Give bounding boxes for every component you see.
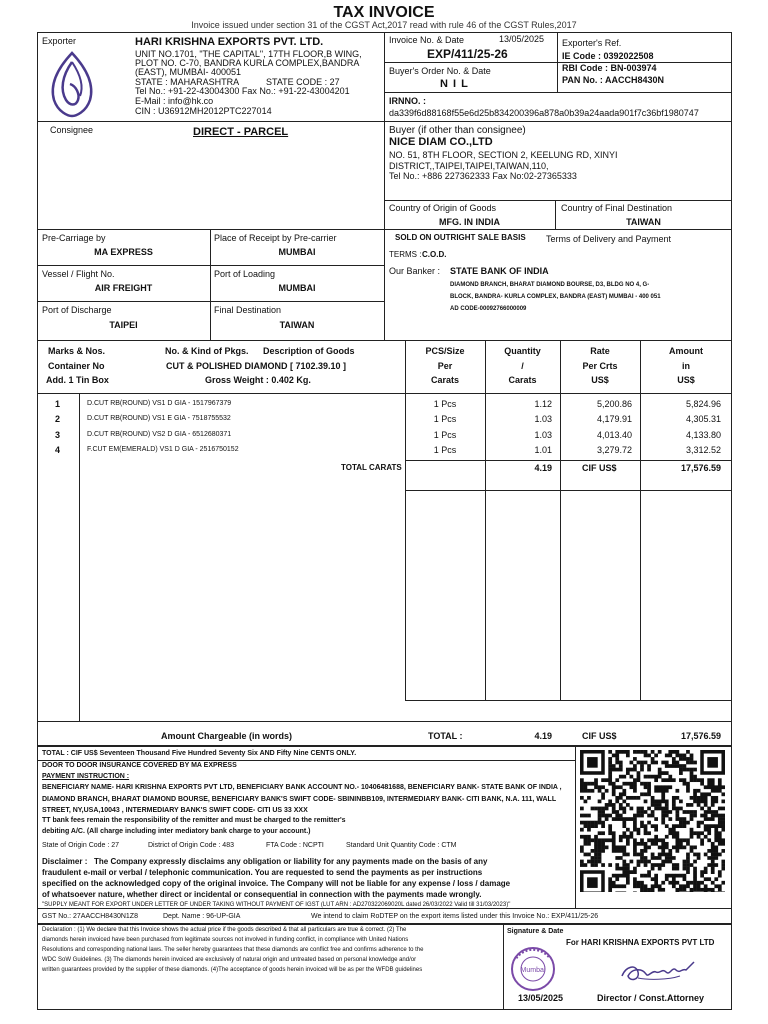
col-qty-unit: Carats	[508, 375, 537, 385]
for-company: For HARI KRISHNA EXPORTS PVT LTD	[566, 938, 715, 947]
total-carats-label: TOTAL CARATS	[341, 463, 402, 472]
col-pcs-header: PCS/Size	[425, 346, 465, 356]
item-rate: 4,179.91	[596, 414, 632, 424]
tt-note-1: TT bank fees remain the responsibility of the remitter and must be charged to the remitter's	[42, 817, 346, 824]
declaration-line-1: Declaration : (1) We declare that this Invoice shows the actual price if the goods described & that all particulars are true & correct. (2) The	[42, 927, 407, 933]
exporters-ref-label: Exporter's Ref.	[562, 38, 622, 48]
buyers-order-value: N I L	[440, 78, 469, 90]
cif-label: CIF US$	[582, 463, 617, 473]
item-description: D.CUT RB(ROUND) VS2 D GIA - 6512680371	[87, 431, 232, 438]
col-marks-header: Marks & Nos.	[48, 346, 106, 356]
col-amount-sub: in	[682, 361, 690, 371]
item-number: 4	[55, 445, 61, 455]
item-pcs: 1 Pcs	[433, 430, 457, 440]
grand-total-carats: 4.19	[534, 731, 552, 741]
disclaimer-line-2: fraudulent e-mail or verbal / telephonic communication. You are requested to send the payments as per instructions	[42, 868, 483, 877]
insurance-note: DOOR TO DOOR INSURANCE COVERED BY MA EXPRESS	[42, 762, 237, 769]
district-origin-code: District of Origin Code : 483	[148, 842, 234, 849]
col-pcs-sub: Per	[437, 361, 453, 371]
declaration-line-2: diamonds herein invoiced have been purchased from legitimate sources not involved in funding conflict, in compliance with United Nations	[42, 937, 409, 943]
payment-line-1: BENEFICIARY NAME- HARI KRISHNA EXPORTS PVT LTD, BENEFICIARY BANK ACCOUNT NO.- 10406481688, BENEFICIARY BANK- STATE BANK OF INDIA ,	[42, 784, 562, 791]
col-qty-sub: /	[521, 361, 524, 371]
item-amount: 3,312.52	[685, 445, 721, 455]
gst-number: GST No.: 27AACCH8430N1Z8	[42, 913, 138, 920]
buyer-name: NICE DIAM CO.,LTD	[389, 136, 493, 148]
exporter-address-1: UNIT NO.1701, "THE CAPITAL", 17TH FLOOR,B WING,	[135, 49, 362, 59]
company-logo-icon	[46, 50, 98, 118]
total-carats-value: 4.19	[534, 463, 552, 473]
rbi-code: RBI Code : BN-003974	[562, 63, 657, 73]
payment-instruction-label: PAYMENT INSTRUCTION :	[42, 773, 130, 780]
irn-label: IRNNO. :	[389, 96, 426, 106]
disclaimer-line-4: of whatsoever nature, whether direct or incidental or consequential in connection with the payments made wrongly.	[42, 890, 482, 899]
total-in-words: TOTAL : CIF US$ Seventeen Thousand Five Hundred Seventy Six AND Fifty Nine CENTS ONLY.	[42, 750, 357, 757]
payment-line-2: DIAMOND BRANCH, BHARAT DIAMOND BOURSE, BENEFICIARY BANK'S SWIFT CODE- SBININBB109, INTERMEDIARY BANK- CITI BANK, N.A. 111, WALL	[42, 796, 557, 803]
item-rate: 4,013.40	[596, 430, 632, 440]
signature-icon	[618, 958, 698, 988]
goods-description: CUT & POLISHED DIAMOND [ 7102.39.10 ]	[166, 361, 347, 371]
loading-value: MUMBAI	[278, 283, 316, 293]
signature-label: Signature & Date	[507, 928, 564, 935]
total-label: TOTAL :	[428, 731, 463, 741]
exporter-state-code: STATE CODE : 27	[266, 77, 340, 87]
disclaimer-line-1: The Company expressly disclaims any obligation or liability for any payments made on the basis of any	[94, 857, 488, 866]
exporter-cin: CIN : U36912MH2012PTC227014	[135, 106, 272, 116]
exporter-address-2: PLOT NO. C-70, BANDRA KURLA COMPLEX,BANDRA	[135, 58, 360, 68]
exporter-tel: Tel No.: +91-22-43004300 Fax No.: +91-22-43004201	[135, 86, 350, 96]
state-origin-code: State of Origin Code : 27	[42, 842, 120, 849]
item-amount: 4,305.31	[685, 414, 721, 424]
col-kind-header: No. & Kind of Pkgs.	[165, 346, 249, 356]
col-amount-unit: US$	[677, 375, 695, 385]
qr-code-icon	[580, 750, 725, 892]
exporter-name: HARI KRISHNA EXPORTS PVT. LTD.	[135, 36, 324, 48]
col-rate-header: Rate	[590, 346, 610, 356]
lut-note: "SUPPLY MEANT FOR EXPORT UNDER LETTER OF UNDER TAKING WITHOUT PAYMENT OF IGST (LUT ARN : AD270322069020L dated 26/03/2022 Valid till 31/03/2023)"	[42, 902, 511, 908]
item-pcs: 1 Pcs	[433, 445, 457, 455]
exporter-label: Exporter	[42, 36, 77, 46]
item-qty: 1.03	[534, 430, 552, 440]
col-container-header: Container No	[48, 361, 105, 371]
buyer-tel: Tel No.: +886 227362333 Fax No:02-27365333	[389, 171, 577, 181]
sale-basis: SOLD ON OUTRIGHT SALE BASIS	[395, 233, 526, 242]
exporter-state: STATE : MAHARASHTRA	[135, 77, 240, 87]
grand-cif-label: CIF US$	[582, 731, 617, 741]
final-destination-value: TAIWAN	[279, 320, 315, 330]
pan-number: PAN No. : AACCH8430N	[562, 75, 665, 85]
loading-label: Port of Loading	[214, 269, 276, 279]
origin-value: MFG. IN INDIA	[439, 217, 500, 227]
item-description: D.CUT RB(ROUND) VS1 E GIA - 7518755532	[87, 415, 231, 422]
stamp-text: Mumbai	[520, 967, 546, 974]
discharge-label: Port of Discharge	[42, 305, 112, 315]
buyer-label: Buyer (if other than consignee)	[389, 125, 526, 136]
buyers-order-label: Buyer's Order No. & Date	[389, 66, 491, 76]
invoice-no-label: Invoice No. & Date	[389, 35, 465, 45]
final-destination-label: Final Destination	[214, 305, 282, 315]
grand-cif-value: 17,576.59	[680, 731, 721, 741]
terms-label: TERMS :	[389, 250, 422, 259]
bank-address-1: DIAMOND BRANCH, BHARAT DIAMOND BOURSE, D3, BLDG NO 4, G-	[450, 282, 650, 288]
item-amount: 5,824.96	[685, 399, 721, 409]
signatory-title: Director / Const.Attorney	[597, 993, 705, 1003]
gross-weight: Gross Weight : 0.402 Kg.	[205, 375, 311, 385]
destination-label: Country of Final Destination	[561, 203, 673, 213]
item-number: 1	[55, 399, 61, 409]
buyer-address-1: NO. 51, 8TH FLOOR, SECTION 2, KEELUNG RD, XINYI	[389, 150, 618, 160]
item-pcs: 1 Pcs	[433, 399, 457, 409]
ie-code: IE Code : 0392022508	[562, 51, 654, 61]
irn-value: da339f6d88168f55e6d25b834200396a878a0b39a24aada901f7c36bf1980747	[389, 108, 699, 118]
col-amount-header: Amount	[669, 346, 703, 356]
receipt-label: Place of Receipt by Pre-carrier	[214, 233, 337, 243]
col-rate-sub: Per Crts	[582, 361, 618, 371]
consignee-value: DIRECT - PARCEL	[193, 126, 289, 138]
invoice-date: 13/05/2025	[499, 34, 545, 44]
company-stamp-icon	[506, 946, 560, 992]
col-rate-unit: US$	[591, 375, 609, 385]
payment-line-3: STREET, NY,USA,10043 , INTERMEDIARY BANK'S SWIFT CODE- CITI US 33 XXX	[42, 807, 308, 814]
banker-label: Our Banker :	[389, 266, 441, 276]
origin-label: Country of Origin of Goods	[389, 203, 497, 213]
invoice-title: TAX INVOICE	[333, 4, 435, 21]
vessel-value: AIR FREIGHT	[94, 283, 153, 293]
bank-address-2: BLOCK, BANDRA- KURLA COMPLEX, BANDRA (EAST) MUMBAI - 400 051	[450, 294, 661, 300]
discharge-value: TAIPEI	[109, 320, 138, 330]
rodtep-note: We intend to claim RoDTEP on the export items listed under this Invoice No.: EXP/411/25-26	[311, 913, 599, 920]
cif-value: 17,576.59	[680, 463, 721, 473]
bank-name: STATE BANK OF INDIA	[450, 266, 549, 276]
item-rate: 3,279.72	[596, 445, 632, 455]
declaration-line-3: Resolutions and corresponding national laws. The seller hereby guarantees that these diamonds are conflict free and confirms adherence to the	[42, 947, 424, 953]
col-desc-header: Description of Goods	[263, 346, 355, 356]
item-qty: 1.01	[534, 445, 552, 455]
declaration-line-5: written guarantees provided by the supplier of these diamonds. (4)The acceptance of goods herein invoiced will be as per the WFDB guidelines	[42, 967, 423, 973]
exporter-email: E-Mail : info@hk.co	[135, 96, 214, 106]
disclaimer-label: Disclaimer :	[42, 857, 88, 866]
precarriage-value: MA EXPRESS	[94, 247, 153, 257]
signature-date: 13/05/2025	[518, 993, 564, 1003]
dept-name: Dept. Name : 96-UP-GIA	[163, 913, 241, 920]
col-pcs-unit: Carats	[430, 375, 459, 385]
item-rate: 5,200.86	[596, 399, 632, 409]
buyer-address-2: DISTRICT,,TAIPEI,TAIPEI,TAIWAN,110,	[389, 161, 549, 171]
col-qty-header: Quantity	[504, 346, 541, 356]
item-number: 3	[55, 430, 61, 440]
item-amount: 4,133.80	[685, 430, 721, 440]
tt-note-2: debiting A/C. (All charge including inter mediatory bank charge to your account.)	[42, 828, 311, 835]
exporter-address-3: (EAST), MUMBAI- 400051	[135, 67, 242, 77]
invoice-subtitle: Invoice issued under section 31 of the CGST Act,2017 read with rule 46 of the CGST Rules,2017	[191, 20, 577, 30]
ad-code: AD CODE-00092766000009	[450, 306, 527, 312]
item-qty: 1.03	[534, 414, 552, 424]
terms-value: C.O.D.	[422, 250, 447, 259]
uqc-code: Standard Unit Quantity Code : CTM	[346, 842, 457, 849]
item-pcs: 1 Pcs	[433, 414, 457, 424]
item-description: F.CUT EM(EMERALD) VS1 D GIA - 2516750152	[87, 446, 239, 453]
fta-code: FTA Code : NCPTI	[266, 842, 324, 849]
declaration-line-4: WDC SoW Guidelines. (3) The diamonds herein invoiced are exclusively of natural origin and untreated based on personal knowledge and/or	[42, 957, 417, 963]
col-tin-box: Add. 1 Tin Box	[46, 375, 109, 385]
item-qty: 1.12	[534, 399, 552, 409]
precarriage-label: Pre-Carriage by	[42, 233, 106, 243]
disclaimer-line-3: specified on the acknowledged copy of the original invoice. The Company will not be liable for any expense / loss / damage	[42, 879, 511, 888]
receipt-value: MUMBAI	[278, 247, 316, 257]
destination-value: TAIWAN	[626, 217, 661, 227]
delivery-terms-label: Terms of Delivery and Payment	[546, 234, 672, 244]
invoice-number: EXP/411/25-26	[427, 47, 508, 61]
amount-words-label: Amount Chargeable (in words)	[161, 731, 293, 741]
item-description: D.CUT RB(ROUND) VS1 D GIA - 1517967379	[87, 400, 232, 407]
consignee-label: Consignee	[50, 125, 94, 135]
vessel-label: Vessel / Flight No.	[42, 269, 115, 279]
item-number: 2	[55, 414, 61, 424]
